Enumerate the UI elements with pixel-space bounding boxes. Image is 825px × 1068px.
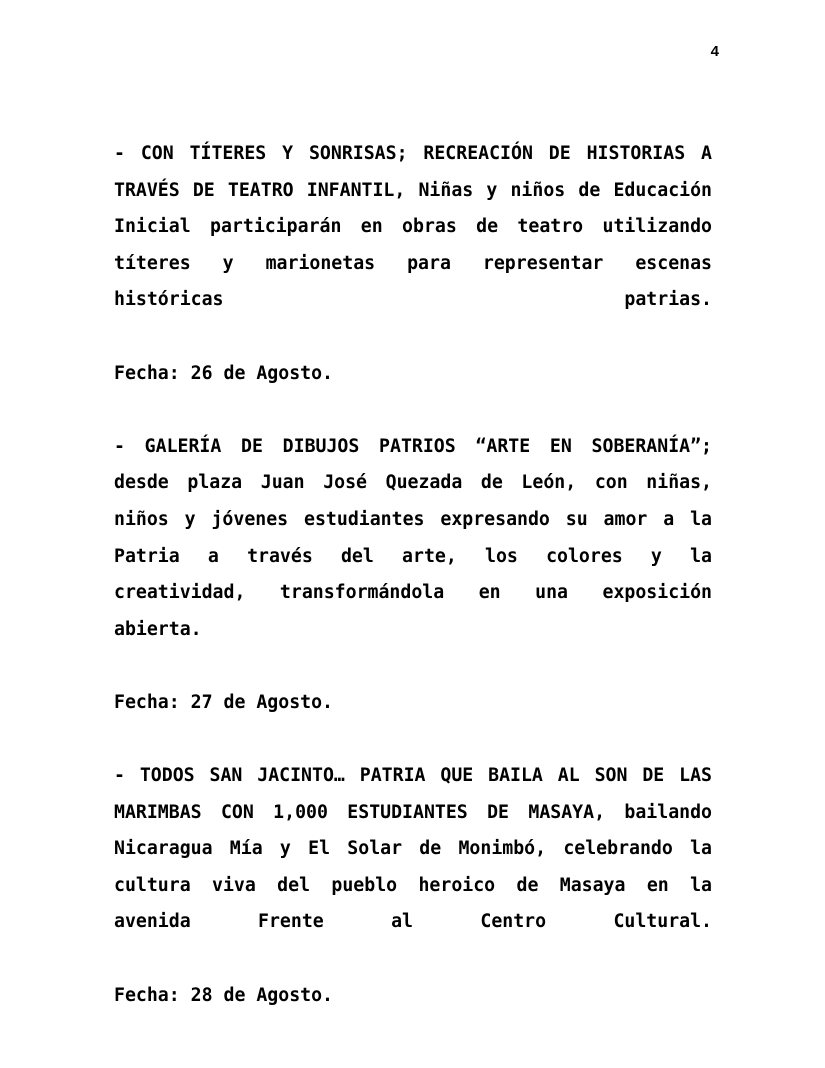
paragraph-spacer [114, 722, 712, 759]
page-number: 4 [710, 43, 719, 60]
paragraph-text: - CON TÍTERES Y SONRISAS; RECREACIÓN DE HISTORIAS A TRAVÉS DE TEATRO INFANTIL, Niñas y niños de Educación Inicial participarán en obras de teatro utilizando títeres y marionetas para representar escenas históricas patrias. [114, 143, 712, 311]
paragraph-todos-san-jacinto [114, 758, 712, 1014]
paragraph-titeres-y-sonrisas [114, 136, 712, 392]
paragraph-galeria-arte-en-soberania [114, 429, 712, 722]
paragraph-spacer [114, 392, 712, 429]
paragraph-date: Fecha: 27 de Agosto. [114, 691, 333, 713]
document-body [114, 136, 712, 1014]
paragraph-date: Fecha: 26 de Agosto. [114, 362, 333, 384]
paragraph-date: Fecha: 28 de Agosto. [114, 984, 333, 1006]
paragraph-text: - TODOS SAN JACINTO… PATRIA QUE BAILA AL SON DE LAS MARIMBAS CON 1,000 ESTUDIANTES DE MASAYA, bailando Nicaragua Mía y El Solar de Monimbó, celebrando la cultura viva del pueblo heroico de Masaya en la avenida Frente al Centro Cultural. [114, 765, 712, 933]
paragraph-text: - GALERÍA DE DIBUJOS PATRIOS “ARTE EN SOBERANÍA”; desde plaza Juan José Quezada de León, con niñas, niños y jóvenes estudiantes expresando su amor a la Patria a través del arte, los colores y la creatividad, transformándola en una exposición abierta. [114, 435, 712, 640]
